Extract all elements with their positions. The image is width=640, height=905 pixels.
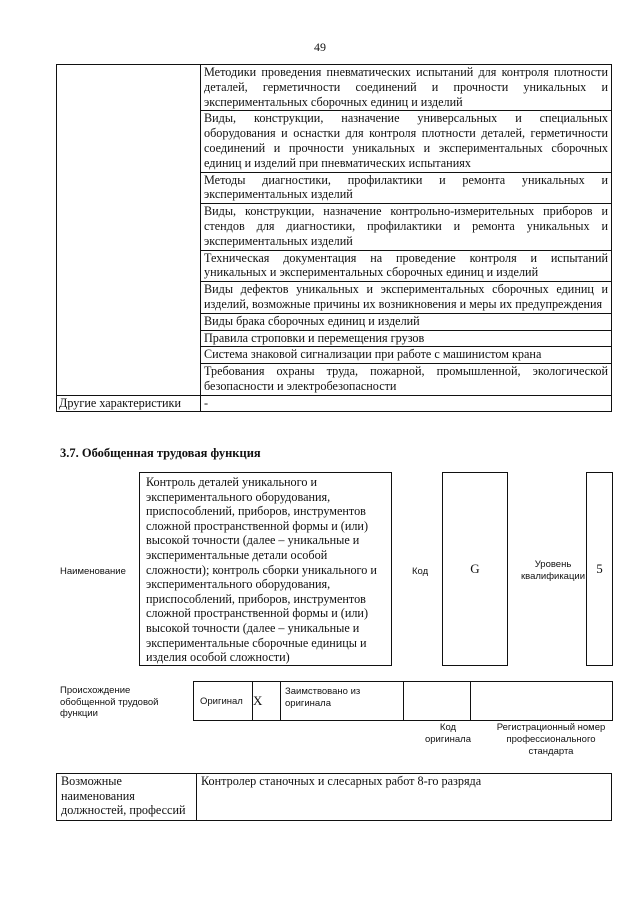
knowledge-item: Правила строповки и перемещения грузов bbox=[201, 330, 612, 347]
knowledge-item: Система знаковой сигнализации при работе с машинистом крана bbox=[201, 347, 612, 364]
function-name-text: Контроль деталей уникального и экспериментального оборудования, приспособлений, приборов, инструментов сложной пространственной формы и (или) высокой точности (далее – уникальные и экспериментальные детали особой сложности); контроль сборки уникального и экспериментального оборудования, приспособлений, приборов, инструментов сложной пространственной формы и (или) высокой точности (далее – уникальные и экспериментальные сборочные единицы и изделия особой сложности) bbox=[146, 475, 377, 665]
section-heading: 3.7. Обобщенная трудовая функция bbox=[60, 446, 261, 460]
qualification-level-box bbox=[586, 472, 613, 666]
positions-label: Возможные наименования должностей, профессий bbox=[57, 774, 197, 821]
knowledge-item: Виды брака сборочных единиц и изделий bbox=[201, 313, 612, 330]
origin-label bbox=[60, 685, 180, 720]
knowledge-item: Виды, конструкции, назначение контрольно-измерительных приборов и стендов для диагностики, профилактики и ремонта уникальных и экспериментальных изделий bbox=[201, 204, 612, 250]
code-value: G bbox=[470, 561, 480, 576]
qualification-level-value: 5 bbox=[596, 561, 603, 576]
name-label: Наименование bbox=[60, 566, 126, 577]
knowledge-item: Методики проведения пневматических испытаний для контроля плотности деталей, герметичности соединений и прочности уникальных и экспериментальных сборочных единиц и изделий bbox=[201, 65, 612, 111]
original-mark: X bbox=[253, 682, 281, 721]
knowledge-table bbox=[56, 64, 612, 412]
original-code-caption: Код оригинала bbox=[424, 722, 471, 745]
registration-number-cell bbox=[471, 682, 613, 721]
registration-number-caption: Регистрационный номер профессионального стандарта bbox=[496, 722, 606, 757]
origin-label-text: Происхождение обобщенной трудовой функции bbox=[60, 685, 159, 719]
origin-table bbox=[193, 681, 613, 721]
table-row bbox=[57, 395, 612, 411]
knowledge-item: Методы диагностики, профилактики и ремонта уникальных и экспериментальных изделий bbox=[201, 172, 612, 204]
table-row bbox=[194, 682, 613, 721]
knowledge-label-cell bbox=[57, 65, 201, 396]
code-label: Код bbox=[412, 566, 429, 577]
original-code-cell bbox=[404, 682, 471, 721]
function-name-box bbox=[139, 472, 392, 666]
page-number: 49 bbox=[314, 40, 326, 54]
qualification-level-label: Уровень квалификации bbox=[520, 559, 586, 582]
other-characteristics-label: Другие характеристики bbox=[57, 395, 201, 411]
other-characteristics-value: - bbox=[201, 395, 612, 411]
knowledge-item: Требования охраны труда, пожарной, промышленной, экологической безопасности и электробезопасности bbox=[201, 364, 612, 396]
positions-value: Контролер станочных и слесарных работ 8-го разряда bbox=[197, 774, 612, 821]
knowledge-item: Техническая документация на проведение контроля и испытаний уникальных и экспериментальных сборочных единиц и изделий bbox=[201, 250, 612, 282]
original-label: Оригинал bbox=[194, 682, 253, 721]
code-box bbox=[442, 472, 508, 666]
knowledge-item: Виды, конструкции, назначение универсальных и специальных оборудования и оснастки для контроля плотности деталей, герметичности соединений и прочности уникальных и экспериментальных сборочных единиц и изделий при пневматических испытаниях bbox=[201, 111, 612, 172]
borrowed-label: Заимствовано из оригинала bbox=[281, 682, 404, 721]
table-row bbox=[57, 774, 612, 821]
knowledge-item: Виды дефектов уникальных и экспериментальных сборочных единиц и изделий, возможные причины их возникновения и меры их предупреждения bbox=[201, 282, 612, 314]
table-row bbox=[57, 65, 612, 111]
positions-table bbox=[56, 773, 612, 821]
